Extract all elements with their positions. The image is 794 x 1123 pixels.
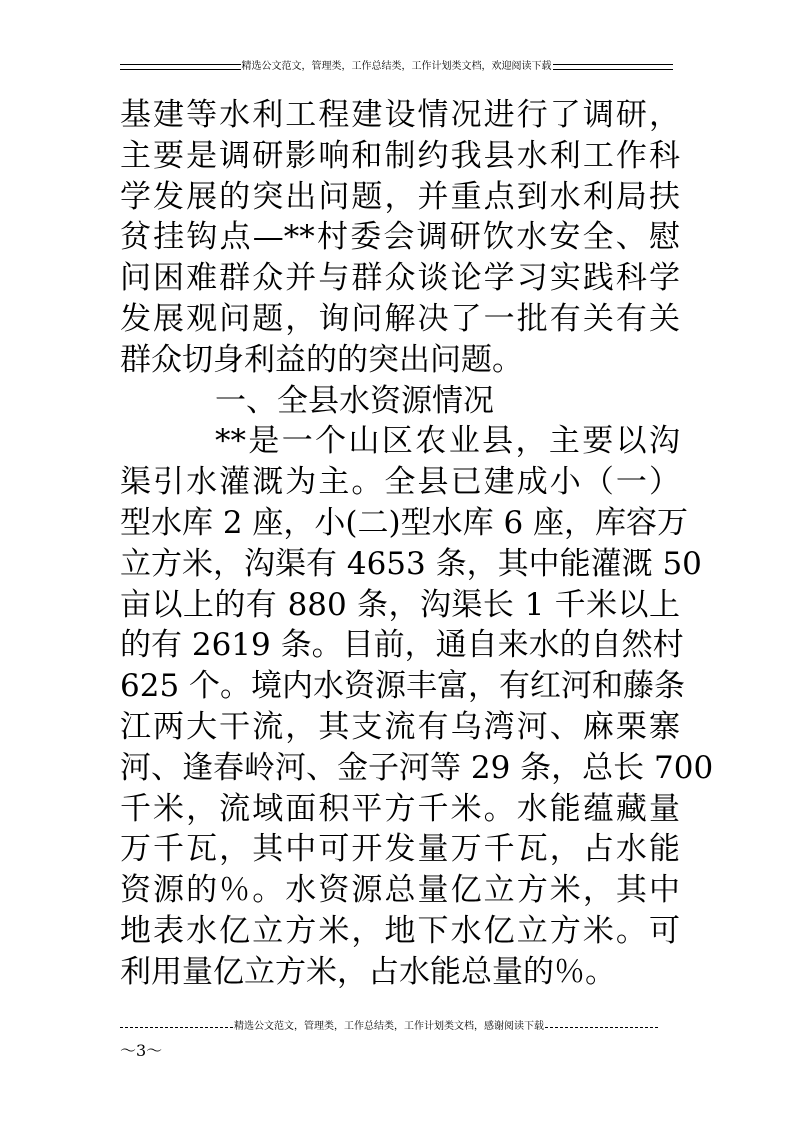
body-line: 利用量亿立方米，占水能总量的％。: [120, 953, 616, 990]
body-line: 江两大干流，其支流有乌湾河、麻栗寨: [120, 708, 680, 745]
footer-rule-left: [120, 1027, 233, 1028]
body-line: 地表水亿立方米，地下水亿立方米。可: [120, 912, 680, 949]
body-line: 贫挂钩点—**村委会调研饮水安全、慰: [120, 219, 680, 256]
body-line: 主要是调研影响和制约我县水利工作科: [120, 137, 680, 174]
body-line: 的有 2619 条。目前，通自来水的自然村: [120, 627, 684, 664]
body-text: [120, 95, 714, 993]
footer-rule-right: [545, 1027, 658, 1028]
page-header: [120, 60, 673, 74]
page-footer: [120, 1020, 658, 1034]
header-text: 精选公文范文，管理类，工作总结类，工作计划类文档，欢迎阅读下载: [241, 61, 552, 72]
body-line: 资源的％。水资源总量亿立方米，其中: [120, 872, 680, 909]
header-rule-right: [553, 64, 674, 70]
body-line: 群众切身利益的的突出问题。: [120, 341, 523, 378]
body-line: **是一个山区农业县，主要以沟: [215, 423, 680, 460]
body-line: 立方米，沟渠有 4653 条，其中能灌溉 50: [120, 545, 702, 582]
body-line: 625 个。境内水资源丰富，有红河和藤条: [120, 668, 686, 705]
body-line: 问困难群众并与群众谈论学习实践科学: [120, 260, 680, 297]
body-line: 学发展的突出问题，并重点到水利局扶: [120, 178, 680, 215]
body-line: 基建等水利工程建设情况进行了调研，: [120, 97, 680, 133]
body-line: 发展观问题，询问解决了一批有关有关: [120, 300, 680, 337]
footer-text: 精选公文范文，管理类，工作总结类，工作计划类文档，感谢阅读下载: [234, 1021, 544, 1032]
header-rule-left: [120, 64, 241, 70]
page-number: ～3～: [120, 1041, 163, 1060]
body-line: 万千瓦，其中可开发量万千瓦，占水能: [120, 831, 680, 868]
body-line: 型水库 2 座，小(二)型水库 6 座，库容万: [120, 504, 689, 541]
body-line: 亩以上的有 880 条，沟渠长 1 千米以上: [120, 586, 680, 623]
section-heading: 一、全县水资源情况: [215, 382, 494, 419]
body-line: 渠引水灌溉为主。全县已建成小（一）: [120, 464, 680, 501]
body-line: 千米，流域面积平方千米。水能蕴藏量: [120, 790, 680, 827]
body-line: 河、逢春岭河、金子河等 29 条，总长 700: [120, 749, 714, 786]
